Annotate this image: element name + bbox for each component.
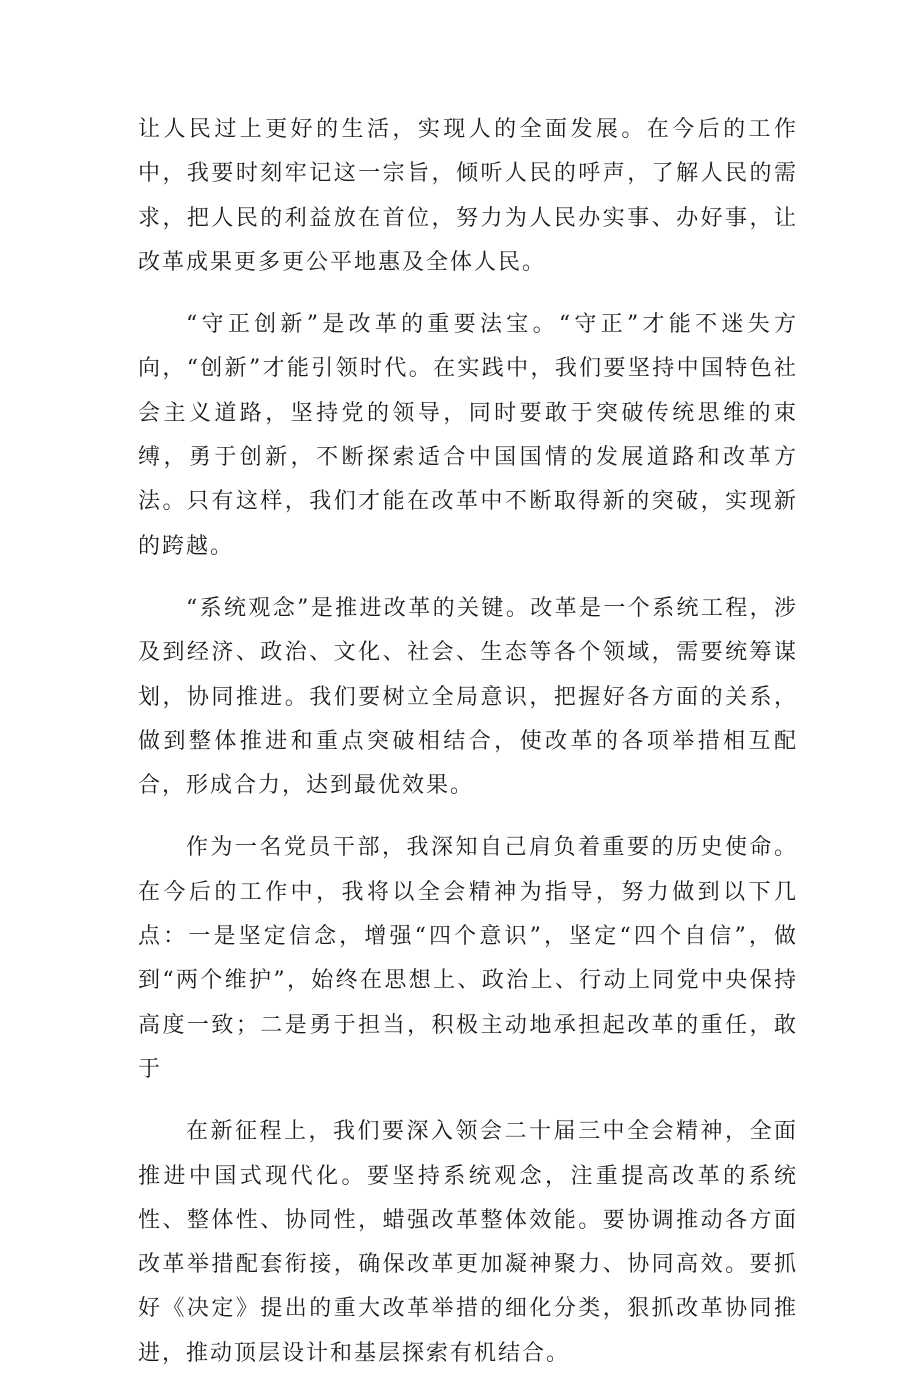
paragraph-2: “守正创新”是改革的重要法宝。“守正”才能不迷失方向，“创新”才能引领时代。在实践中，我们要坚持中国特色社会主义道路，坚持党的领导，同时要敢于突破传统思维的束缚，勇于创新，不断探索适合中国国情的发展道路和改革方法。只有这样，我们才能在改革中不断取得新的突破，实现新的跨越。 [138, 312, 798, 559]
paragraph-5: 在新征程上，我们要深入领会二十届三中全会精神，全面推进中国式现代化。要坚持系统观念，注重提高改革的系统性、整体性、协同性，蜡强改革整体效能。要协调推动各方面改革举措配套衔接，确保改革更加凝神聚力、协同高效。要抓好《决定》提出的重大改革举措的细化分类，狠抓改革协同推进，推动顶层设计和基层探索有机结合。 [138, 1119, 798, 1366]
paragraph-3: “系统观念”是推进改革的关键。改革是一个系统工程，涉及到经济、政治、文化、社会、生态等各个领域，需要统筹谋划，协同推进。我们要树立全局意识，把握好各方面的关系，做到整体推进和重点突破相结合，使改革的各项举措相互配合，形成合力，达到最优效果。 [138, 595, 798, 799]
paragraph-4: 作为一名党员干部，我深知自己肩负着重要的历史使命。在今后的工作中，我将以全会精神为指导，努力做到以下几点：一是坚定信念，增强“四个意识”，坚定“四个自信”，做到“两个维护”，始终在思想上、政治上、行动上同党中央保持高度一致；二是勇于担当，积极主动地承担起改革的重任，敢于 [138, 835, 798, 1082]
document-body [138, 108, 798, 1394]
paragraph-1: 让人民过上更好的生活，实现人的全面发展。在今后的工作中，我要时刻牢记这一宗旨，倾听人民的呼声，了解人民的需求，把人民的利益放在首位，努力为人民办实事、办好事，让改革成果更多更公平地惠及全体人民。 [138, 117, 798, 275]
